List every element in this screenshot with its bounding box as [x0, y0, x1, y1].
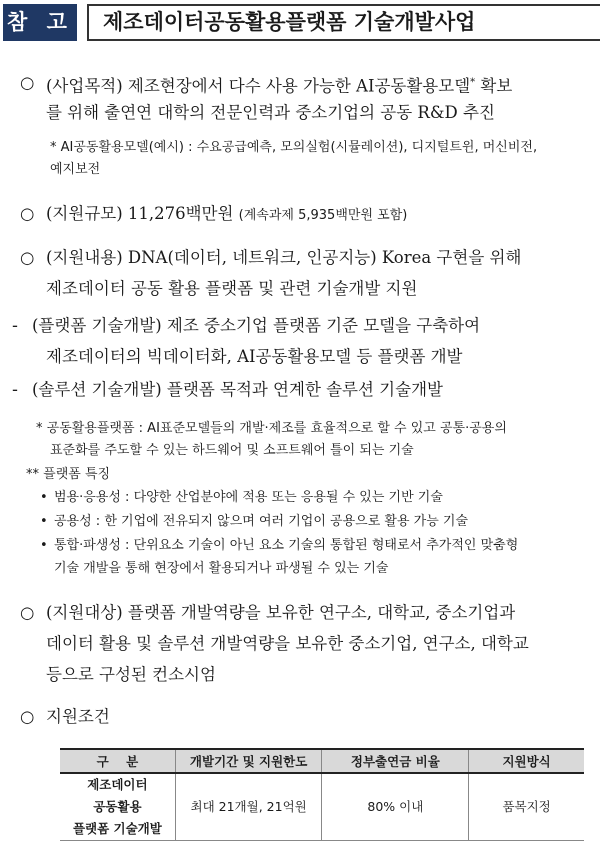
feature-integration-2: 기술 개발을 통해 현장에서 활용되거나 파생될 수 있는 기술 — [54, 561, 389, 576]
cell-method: 품목지정 — [469, 773, 584, 841]
col-header-category: 구 분 — [60, 749, 175, 773]
solution-dev-line: (솔루션 기술개발) 플랫폼 목적과 연계한 솔루션 기술개발 — [32, 380, 443, 399]
conditions-title: 지원조건 — [46, 707, 110, 726]
purpose-item — [0, 68, 600, 128]
purpose-line-2: 를 위해 출연연 대학의 전문인력과 중소기업의 공동 R&D 추진 — [46, 103, 495, 122]
circle-bullet: ○ — [20, 603, 35, 622]
dash-bullet: - — [12, 380, 18, 399]
content-line-2: 제조데이터 공동 활용 플랫폼 및 관련 기술개발 지원 — [46, 279, 418, 298]
target-line-3: 등으로 구성된 컨소시엄 — [46, 665, 216, 684]
feature-generality: 범용·응용성 : 다양한 산업분야에 적용 또는 응용될 수 있는 기반 기술 — [54, 490, 443, 505]
target-line-1: (지원대상) 플랫폼 개발역량을 보유한 연구소, 대학교, 중소기업과 — [46, 603, 516, 622]
scale-note: (계속과제 5,935백만원 포함) — [238, 208, 408, 223]
purpose-note — [0, 137, 600, 181]
platform-notes — [0, 418, 600, 588]
cell-gov-ratio: 80% 이내 — [322, 773, 469, 841]
target-item — [0, 598, 600, 690]
circle-bullet: ○ — [20, 707, 35, 726]
support-conditions-table — [60, 748, 584, 841]
scale-line: (지원규모) 11,276백만원 (계속과제 5,935백만원 포함) — [46, 204, 408, 223]
dot-bullet: • — [40, 514, 48, 529]
platform-dev-line-2: 제조데이터의 빅데이터화, AI공동활용모델 등 플랫폼 개발 — [46, 347, 463, 366]
table-row — [60, 773, 584, 841]
platform-dev-line-1: (플랫폼 기술개발) 제조 중소기업 플랫폼 기준 모델을 구축하여 — [32, 316, 481, 335]
purpose-note-line-2: 예지보전 — [50, 162, 101, 177]
feature-shared-use: 공용성 : 한 기업에 전유되지 않으며 여러 기업이 공용으로 활용 가능 기술 — [54, 514, 469, 529]
col-header-method: 지원방식 — [469, 749, 584, 773]
col-header-gov-ratio: 정부출연금 비율 — [322, 749, 469, 773]
note-platform-features-title: ** 플랫폼 특징 — [26, 467, 111, 482]
circle-bullet: ○ — [20, 73, 35, 92]
note-platform-def-2: 표준화를 주도할 수 있는 하드웨어 및 소프트웨어 틀이 되는 기술 — [50, 443, 414, 458]
purpose-note-line-1: * AI공동활용모델(예시) : 수요공급예측, 모의실험(시뮬레이션), 디지털트윈, 머신비전, — [50, 140, 538, 155]
solution-dev-item — [0, 375, 600, 405]
cell-category: 제조데이터 공동활용 플랫폼 기술개발 — [60, 773, 175, 841]
platform-dev-item — [0, 311, 600, 371]
circle-bullet: ○ — [20, 248, 35, 267]
conditions-item — [0, 702, 600, 732]
target-line-2: 데이터 활용 및 솔루션 개발역량을 보유한 중소기업, 연구소, 대학교 — [46, 634, 529, 653]
dot-bullet: • — [40, 538, 48, 553]
note-platform-def-1: * 공동활용플랫폼 : AI표준모델들의 개발·제조를 효율적으로 할 수 있고 공통·공용의 — [36, 421, 507, 436]
circle-bullet: ○ — [20, 204, 35, 223]
feature-integration-1: 통합·파생성 : 단위요소 기술이 아닌 요소 기술의 통합된 형태로서 추가적인 맞춤형 — [54, 538, 519, 553]
header — [3, 4, 596, 41]
purpose-line-1: (사업목적) 제조현장에서 다수 사용 가능한 AI공동활용모델* 확보 — [46, 76, 513, 96]
table-header-row — [60, 749, 584, 773]
reference-badge: 참 고 — [3, 4, 77, 41]
content-item — [0, 243, 600, 303]
dot-bullet: • — [40, 490, 48, 505]
content-line-1: (지원내용) DNA(데이터, 네트워크, 인공지능) Korea 구현을 위해 — [46, 248, 522, 267]
cell-period-limit: 최대 21개월, 21억원 — [175, 773, 322, 841]
scale-item — [0, 199, 600, 229]
dash-bullet: - — [12, 316, 18, 335]
page-title: 제조데이터공동활용플랫폼 기술개발사업 — [87, 4, 600, 41]
col-header-period-limit: 개발기간 및 지원한도 — [175, 749, 322, 773]
